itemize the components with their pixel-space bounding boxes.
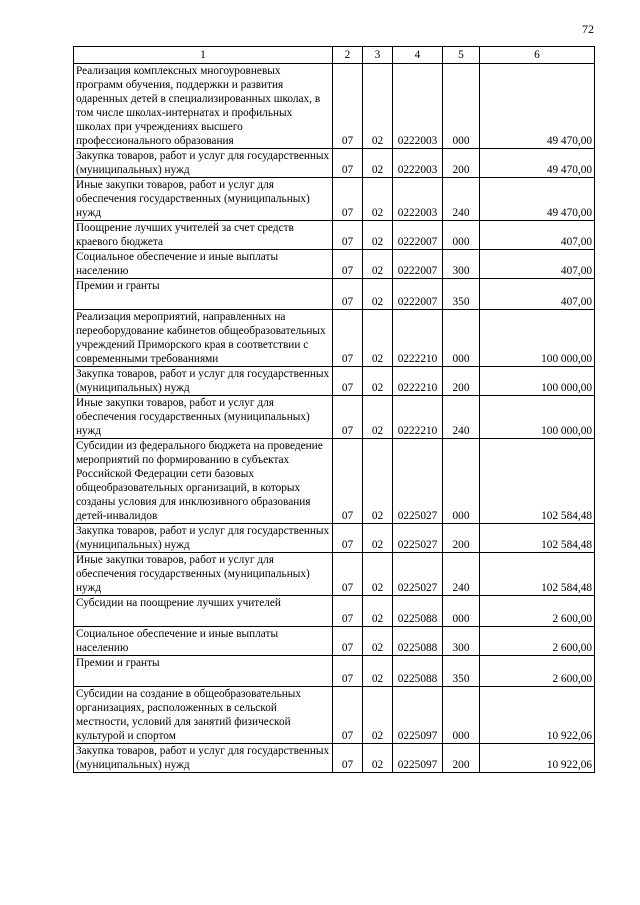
row-amount-cell: 100 000,00 [480,310,595,367]
row-section-cell: 07 [333,396,363,439]
row-section-cell: 07 [333,596,363,627]
row-subsection-cell: 02 [363,553,393,596]
row-amount-cell: 49 470,00 [480,178,595,221]
row-section-cell: 07 [333,64,363,149]
table-row [74,627,595,656]
row-section-cell: 07 [333,367,363,396]
row-expense-type-cell: 200 [443,149,480,178]
table-row [74,64,595,149]
row-subsection-cell: 02 [363,439,393,524]
row-name-cell: Премии и гранты [74,279,333,310]
row-name-cell: Субсидии из федерального бюджета на проведение мероприятий по формированию в субъектах Российской Федерации сети базовых общеобразовательных организаций, в которых созданы условия для инклюзивного образования детей-инвалидов [74,439,333,524]
table-row [74,553,595,596]
row-expense-type-cell: 000 [443,64,480,149]
table-row [74,367,595,396]
row-name-cell: Закупка товаров, работ и услуг для государственных (муниципальных) нужд [74,744,333,773]
table-row [74,149,595,178]
row-amount-cell: 2 600,00 [480,627,595,656]
row-target-article-cell: 0222210 [393,367,443,396]
row-target-article-cell: 0225088 [393,656,443,687]
row-amount-cell: 10 922,06 [480,744,595,773]
column-header: 1 [74,47,333,64]
row-amount-cell: 49 470,00 [480,64,595,149]
row-expense-type-cell: 000 [443,687,480,744]
row-amount-cell: 407,00 [480,279,595,310]
table-row [74,524,595,553]
row-amount-cell: 100 000,00 [480,367,595,396]
row-target-article-cell: 0222210 [393,310,443,367]
row-target-article-cell: 0222003 [393,178,443,221]
row-amount-cell: 102 584,48 [480,524,595,553]
row-section-cell: 07 [333,250,363,279]
row-target-article-cell: 0222003 [393,149,443,178]
table-row [74,439,595,524]
row-section-cell: 07 [333,310,363,367]
table-row [74,744,595,773]
row-amount-cell: 407,00 [480,250,595,279]
row-section-cell: 07 [333,524,363,553]
row-section-cell: 07 [333,279,363,310]
row-expense-type-cell: 350 [443,279,480,310]
column-header: 4 [393,47,443,64]
row-name-cell: Иные закупки товаров, работ и услуг для обеспечения государственных (муниципальных) нужд [74,178,333,221]
column-header: 5 [443,47,480,64]
row-expense-type-cell: 240 [443,553,480,596]
row-subsection-cell: 02 [363,396,393,439]
row-expense-type-cell: 000 [443,596,480,627]
row-name-cell: Субсидии на поощрение лучших учителей [74,596,333,627]
row-target-article-cell: 0225027 [393,524,443,553]
table-row [74,279,595,310]
row-section-cell: 07 [333,178,363,221]
row-amount-cell: 102 584,48 [480,553,595,596]
row-section-cell: 07 [333,627,363,656]
row-subsection-cell: 02 [363,64,393,149]
row-name-cell: Иные закупки товаров, работ и услуг для обеспечения государственных (муниципальных) нужд [74,396,333,439]
row-target-article-cell: 0222007 [393,221,443,250]
row-target-article-cell: 0222007 [393,250,443,279]
row-section-cell: 07 [333,221,363,250]
row-name-cell: Социальное обеспечение и иные выплаты населению [74,627,333,656]
row-subsection-cell: 02 [363,149,393,178]
row-name-cell: Иные закупки товаров, работ и услуг для обеспечения государственных (муниципальных) нужд [74,553,333,596]
row-subsection-cell: 02 [363,627,393,656]
row-subsection-cell: 02 [363,744,393,773]
column-header: 3 [363,47,393,64]
row-target-article-cell: 0225097 [393,744,443,773]
row-name-cell: Социальное обеспечение и иные выплаты населению [74,250,333,279]
row-target-article-cell: 0222210 [393,396,443,439]
row-subsection-cell: 02 [363,656,393,687]
table-row [74,656,595,687]
table-row [74,596,595,627]
row-amount-cell: 100 000,00 [480,396,595,439]
table-row [74,396,595,439]
row-section-cell: 07 [333,656,363,687]
row-amount-cell: 407,00 [480,221,595,250]
budget-table [73,46,595,773]
row-target-article-cell: 0225027 [393,439,443,524]
row-subsection-cell: 02 [363,250,393,279]
row-expense-type-cell: 240 [443,178,480,221]
table-row [74,178,595,221]
row-expense-type-cell: 000 [443,310,480,367]
row-expense-type-cell: 300 [443,627,480,656]
row-subsection-cell: 02 [363,279,393,310]
row-name-cell: Реализация мероприятий, направленных на переоборудование кабинетов общеобразовательных учреждений Приморского края в соответствии с современными требованиями [74,310,333,367]
row-subsection-cell: 02 [363,178,393,221]
row-amount-cell: 102 584,48 [480,439,595,524]
row-amount-cell: 2 600,00 [480,596,595,627]
row-name-cell: Закупка товаров, работ и услуг для государственных (муниципальных) нужд [74,149,333,178]
row-section-cell: 07 [333,744,363,773]
row-section-cell: 07 [333,553,363,596]
row-expense-type-cell: 200 [443,367,480,396]
row-subsection-cell: 02 [363,596,393,627]
row-name-cell: Поощрение лучших учителей за счет средств краевого бюджета [74,221,333,250]
row-name-cell: Закупка товаров, работ и услуг для государственных (муниципальных) нужд [74,367,333,396]
row-target-article-cell: 0225097 [393,687,443,744]
row-amount-cell: 49 470,00 [480,149,595,178]
row-amount-cell: 2 600,00 [480,656,595,687]
row-expense-type-cell: 350 [443,656,480,687]
row-expense-type-cell: 200 [443,744,480,773]
row-expense-type-cell: 300 [443,250,480,279]
page-number: 72 [582,22,594,36]
row-expense-type-cell: 240 [443,396,480,439]
row-subsection-cell: 02 [363,310,393,367]
row-target-article-cell: 0225027 [393,553,443,596]
row-subsection-cell: 02 [363,524,393,553]
row-target-article-cell: 0225088 [393,596,443,627]
table-header-row [74,47,595,64]
row-subsection-cell: 02 [363,221,393,250]
row-name-cell: Премии и гранты [74,656,333,687]
row-name-cell: Субсидии на создание в общеобразовательных организациях, расположенных в сельской местности, условий для занятий физической культурой и спортом [74,687,333,744]
table-row [74,687,595,744]
row-section-cell: 07 [333,687,363,744]
row-amount-cell: 10 922,06 [480,687,595,744]
row-name-cell: Закупка товаров, работ и услуг для государственных (муниципальных) нужд [74,524,333,553]
row-target-article-cell: 0222007 [393,279,443,310]
row-expense-type-cell: 000 [443,439,480,524]
row-section-cell: 07 [333,439,363,524]
row-section-cell: 07 [333,149,363,178]
row-expense-type-cell: 200 [443,524,480,553]
table-row [74,250,595,279]
row-subsection-cell: 02 [363,687,393,744]
row-target-article-cell: 0225088 [393,627,443,656]
row-subsection-cell: 02 [363,367,393,396]
row-expense-type-cell: 000 [443,221,480,250]
row-name-cell: Реализация комплексных многоуровневых программ обучения, поддержки и развития одаренных детей в специализированных школах, в том числе школах-интернатах и профильных школах при учреждениях высшего профессионального образования [74,64,333,149]
column-header: 6 [480,47,595,64]
column-header: 2 [333,47,363,64]
table-row [74,310,595,367]
table-row [74,221,595,250]
row-target-article-cell: 0222003 [393,64,443,149]
